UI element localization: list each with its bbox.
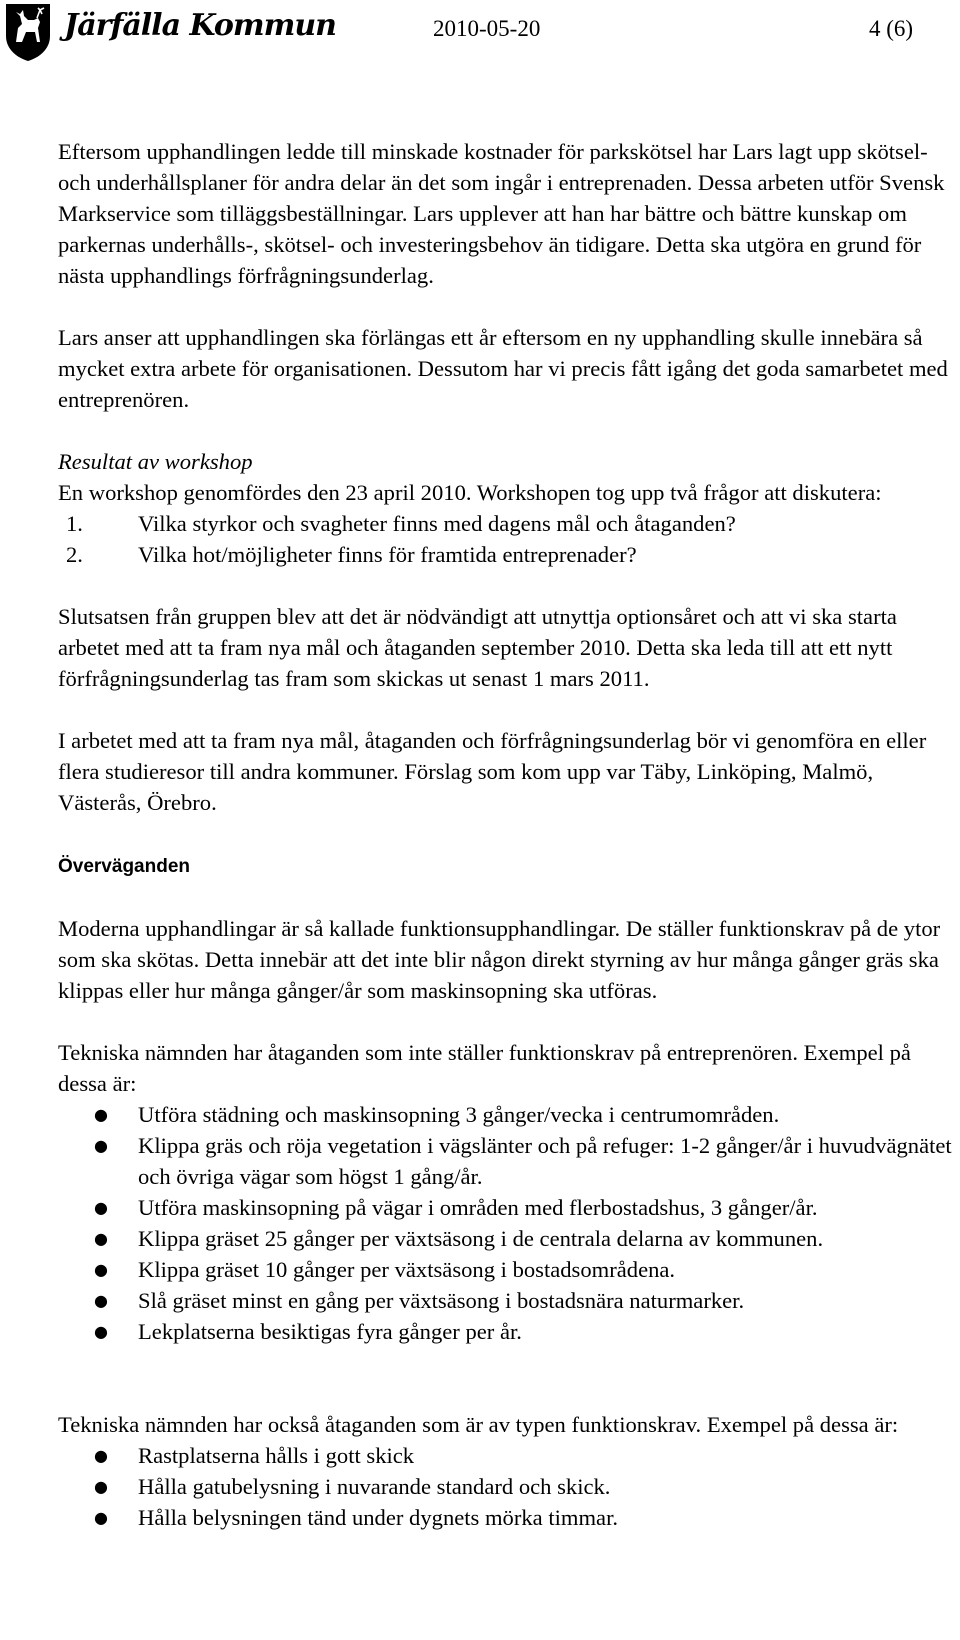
list-item-text: Hålla belysningen tänd under dygnets mörka timmar.: [138, 1505, 619, 1530]
bullet-icon: ●: [94, 1229, 108, 1248]
list-item-text: Rastplatserna hålls i gott skick: [138, 1443, 415, 1468]
list-item-text: Hålla gatubelysning i nuvarande standard och skick.: [138, 1474, 611, 1499]
list-item-text: Lekplatserna besiktigas fyra gånger per år.: [138, 1319, 522, 1344]
list-item-text: Utföra städning och maskinsopning 3 gånger/vecka i centrumområden.: [138, 1102, 780, 1127]
document-date: 2010-05-20: [433, 16, 541, 41]
bullet-list: [58, 1440, 958, 1533]
list-item: [58, 508, 958, 539]
list-item-text: Vilka styrkor och svagheter finns med dagens mål och åtaganden?: [138, 511, 736, 536]
list-item-text: Slå gräset minst en gång per växtsäsong i bostadsnära naturmarker.: [138, 1288, 745, 1313]
page-header: [0, 0, 960, 70]
bullet-icon: ●: [94, 1477, 108, 1496]
paragraph: I arbetet med att ta fram nya mål, åtaganden och förfrågningsunderlag bör vi genomföra en eller flera studieresor till andra kommuner. Förslag som kom upp var Täby, Linköping, Malmö, Västerås, Örebro.: [58, 728, 927, 815]
paragraph: Slutsatsen från gruppen blev att det är nödvändigt att utnyttja optionsåret och att vi ska starta arbetet med att ta fram nya mål och åtaganden september 2010. Detta ska leda till att ett nytt förfrågningsunderlag tas fram som skickas ut senast 1 mars 2011.: [58, 604, 897, 691]
list-item-text: Klippa gräset 25 gånger per växtsäsong i de centrala delarna av kommunen.: [138, 1226, 824, 1251]
paragraph: Tekniska nämnden har också åtaganden som är av typen funktionskrav. Exempel på dessa är:: [58, 1412, 899, 1437]
paragraph: Tekniska nämnden har åtaganden som inte ställer funktionskrav på entreprenören. Exempel på dessa är:: [58, 1040, 911, 1096]
bullet-icon: ●: [94, 1322, 108, 1341]
list-item: [58, 1130, 958, 1192]
bullet-icon: ●: [94, 1198, 108, 1217]
coat-of-arms-icon: [4, 2, 52, 62]
bullet-icon: ●: [94, 1136, 108, 1155]
bullet-icon: ●: [94, 1260, 108, 1279]
list-item-text: Klippa gräset 10 gånger per växtsäsong i bostadsområdena.: [138, 1257, 676, 1282]
list-item: [58, 1192, 958, 1223]
list-item: [58, 539, 958, 570]
logo-text: Järfälla Kommun: [64, 8, 336, 43]
page-number: 4 (6): [869, 16, 914, 41]
list-number: 2.: [66, 542, 83, 567]
list-item: [58, 1502, 958, 1533]
list-item: [58, 1099, 958, 1130]
bullet-icon: ●: [94, 1446, 108, 1465]
section-title: Resultat av workshop: [58, 449, 253, 474]
list-item: [58, 1316, 958, 1347]
paragraph: Eftersom upphandlingen ledde till minskade kostnader för parkskötsel har Lars lagt upp skötsel- och underhållsplaner för andra delar än det som ingår i entreprenaden. Dessa arbeten utför Svensk Markservice som tilläggsbeställningar. Lars upplever att han har bättre och bättre kunskap om parkernas underhålls-, skötsel- och investeringsbehov än tidigare. Detta ska utgöra en grund för nästa upphandlings förfrågningsunderlag.: [58, 139, 945, 288]
numbered-list: [58, 508, 958, 570]
list-item: [58, 1254, 958, 1285]
list-item: [58, 1285, 958, 1316]
list-item: [58, 1471, 958, 1502]
list-item-text: Vilka hot/möjligheter finns för framtida entreprenader?: [138, 542, 637, 567]
bullet-list: [58, 1099, 958, 1347]
list-item: [58, 1440, 958, 1471]
section-heading: Överväganden: [58, 856, 190, 877]
list-number: 1.: [66, 511, 83, 536]
list-item-text: Klippa gräs och röja vegetation i vägslänter och på refuger: 1-2 gånger/år i huvudvägnätet och övriga vägar som högst 1 gång/år.: [138, 1133, 952, 1189]
bullet-icon: ●: [94, 1105, 108, 1124]
bullet-icon: ●: [94, 1508, 108, 1527]
document-body: [58, 136, 958, 1533]
paragraph: Lars anser att upphandlingen ska förlängas ett år eftersom en ny upphandling skulle innebära så mycket extra arbete för organisationen. Dessutom har vi precis fått igång det goda samarbetet med entreprenören.: [58, 325, 948, 412]
paragraph: En workshop genomfördes den 23 april 2010. Workshopen tog upp två frågor att diskutera:: [58, 480, 882, 505]
list-item-text: Utföra maskinsopning på vägar i områden med flerbostadshus, 3 gånger/år.: [138, 1195, 818, 1220]
bullet-icon: ●: [94, 1291, 108, 1310]
list-item: [58, 1223, 958, 1254]
paragraph: Moderna upphandlingar är så kallade funktionsupphandlingar. De ställer funktionskrav på de ytor som ska skötas. Detta innebär att det inte blir någon direkt styrning av hur många gånger gräs ska klippas eller hur många gånger/år som maskinsopning ska utföras.: [58, 916, 941, 1003]
